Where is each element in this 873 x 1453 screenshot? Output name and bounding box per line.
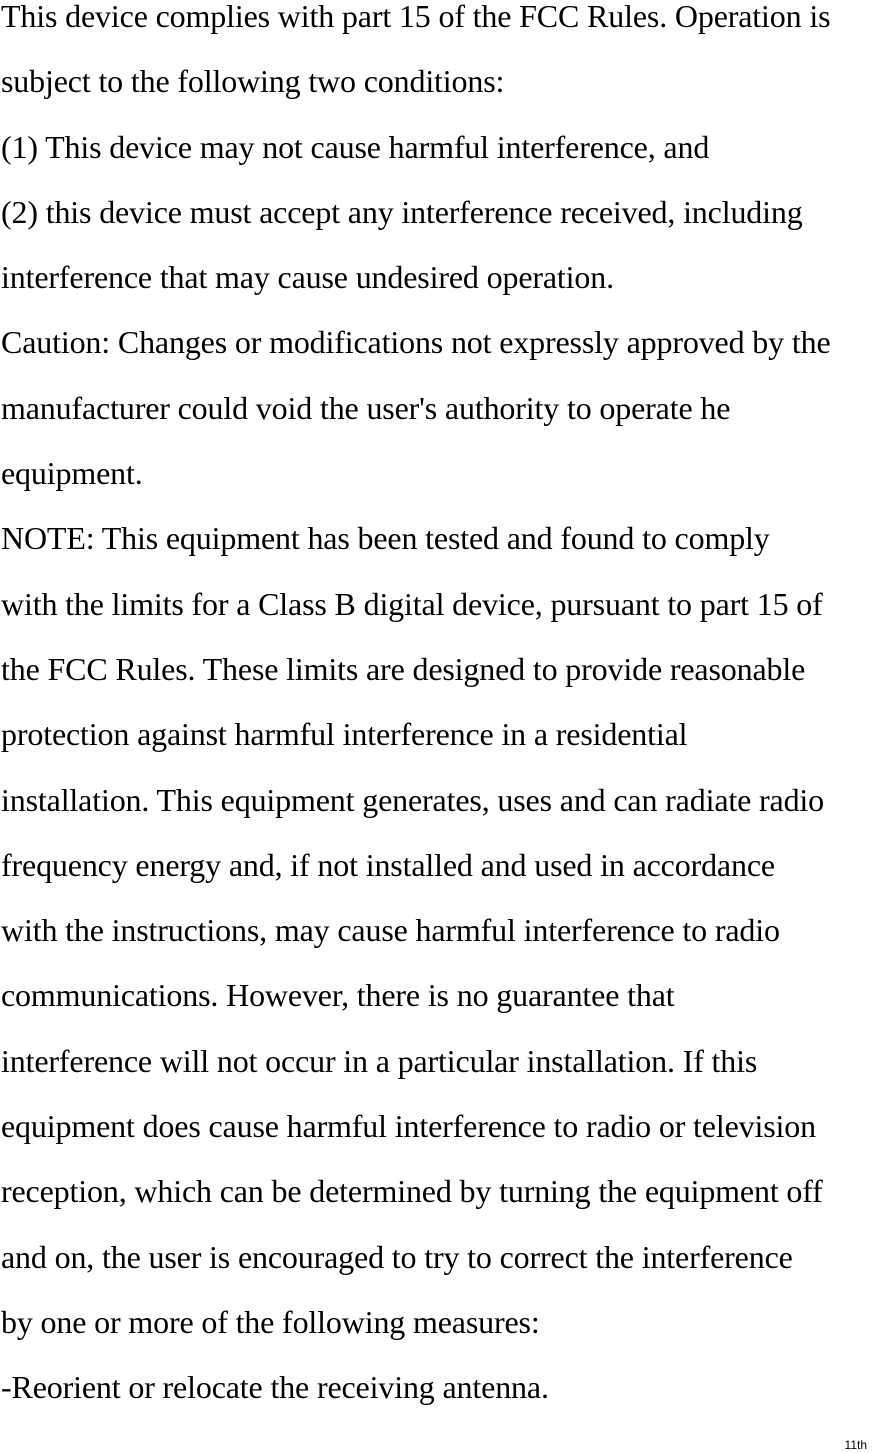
text-line: the FCC Rules. These limits are designed to provide reasonable (1, 650, 806, 687)
page-number: 11th (844, 1438, 867, 1452)
text-line: with the instructions, may cause harmful interference to radio (1, 912, 780, 949)
text-line: equipment. (1, 455, 143, 492)
fcc-statement-body (1, 0, 873, 1437)
text-line: with the limits for a Class B digital device, pursuant to part 15 of (1, 585, 823, 622)
text-line: -Reorient or relocate the receiving antenna. (1, 1369, 549, 1406)
text-line: (1) This device may not cause harmful interference, and (1, 128, 710, 165)
text-line: subject to the following two conditions: (1, 63, 505, 100)
text-line: by one or more of the following measures: (1, 1303, 540, 1340)
text-line: This device complies with part 15 of the FCC Rules. Operation is (1, 0, 831, 34)
text-line: protection against harmful interference in a residential (1, 716, 688, 753)
text-line: NOTE: This equipment has been tested and found to comply (1, 520, 770, 557)
text-line: reception, which can be determined by turning the equipment off (1, 1173, 823, 1210)
text-line: frequency energy and, if not installed and used in accordance (1, 846, 775, 883)
text-line: manufacturer could void the user's authority to operate he (1, 389, 731, 426)
text-line: communications. However, there is no guarantee that (1, 977, 675, 1014)
text-line: interference will not occur in a particular installation. If this (1, 1042, 758, 1079)
text-line: and on, the user is encouraged to try to correct the interference (1, 1238, 793, 1275)
text-line: interference that may cause undesired operation. (1, 259, 614, 296)
text-line: equipment does cause harmful interference to radio or television (1, 1108, 816, 1145)
text-line: Caution: Changes or modifications not expressly approved by the (1, 324, 831, 361)
text-line: (2) this device must accept any interference received, including (1, 193, 803, 230)
text-line: installation. This equipment generates, uses and can radiate radio (1, 781, 825, 818)
